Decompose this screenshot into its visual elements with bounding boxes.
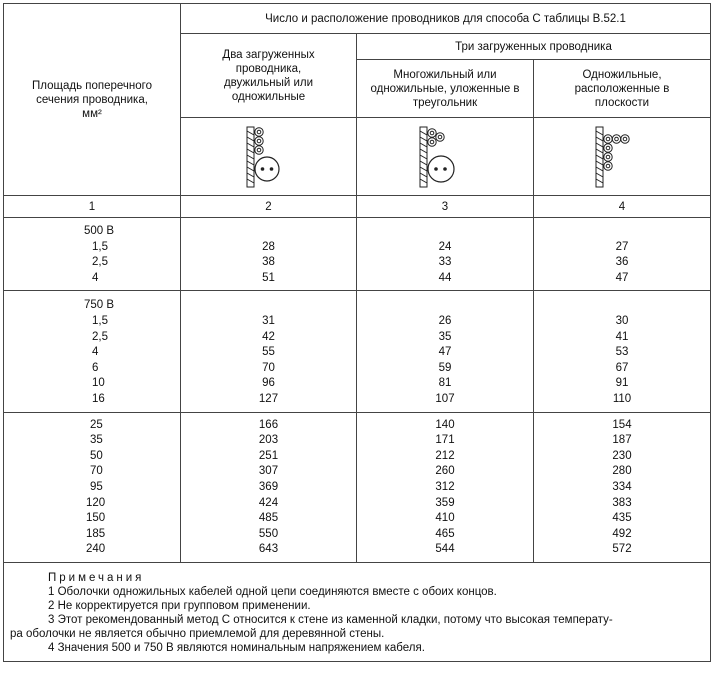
rating-value: 203 (258, 434, 279, 447)
rating-value: 230 (612, 449, 632, 462)
rating-value: 465 (435, 527, 455, 540)
size-value: 35 (90, 434, 103, 447)
col2-cell (181, 412, 357, 562)
rating-value: 171 (435, 434, 455, 447)
rating-value: 212 (435, 449, 455, 462)
size-cell (4, 412, 181, 562)
col3-cell (357, 218, 534, 291)
rating-value: 643 (258, 543, 279, 556)
note-3-line-1: 3 Этот рекомендованный метод С относится к стене из каменной кладки, потому что высокая температу- (48, 613, 613, 626)
rating-value: 110 (612, 392, 632, 405)
rating-value: 91 (615, 377, 629, 390)
group-large-sizes (4, 412, 711, 562)
size-value: 150 (86, 512, 106, 525)
rating-value: 383 (612, 496, 632, 509)
rating-value: 492 (612, 527, 632, 540)
three-loaded-header: Три загруженных проводника (357, 34, 711, 60)
rating-value: 96 (262, 377, 275, 390)
column-number: 2 (181, 196, 357, 218)
note-4: 4 Значения 500 и 750 В являются номинальным напряжением кабеля. (48, 641, 425, 654)
size-cell (4, 291, 181, 412)
rating-value: 28 (262, 240, 275, 253)
voltage-label: 500 В (84, 225, 115, 237)
col3-cell (357, 412, 534, 562)
rating-value: 44 (438, 271, 452, 284)
trefoil-cable-icon (410, 125, 480, 189)
rating-value: 187 (612, 434, 632, 447)
rating-value: 485 (258, 512, 279, 525)
column-number: 4 (534, 196, 711, 218)
col4-cell (534, 412, 711, 562)
rating-value: 140 (435, 418, 455, 431)
rating-value: 312 (435, 480, 455, 493)
multicore-text: Многожильный или одножильные, уложенные в треугольник (370, 68, 520, 109)
size-value: 16 (92, 392, 105, 405)
rating-value: 435 (612, 512, 632, 525)
size-value: 1,5 (92, 240, 108, 253)
rating-value: 359 (435, 496, 455, 509)
method-title: Число и расположение проводников для способа С таблицы В.52.1 (181, 4, 711, 34)
size-value: 2,5 (92, 330, 108, 343)
rating-value: 81 (438, 377, 452, 390)
singlecore-text: Одножильные, расположенные в плоскости (574, 68, 670, 109)
rating-value: 334 (612, 480, 632, 493)
note-2: 2 Не корректируется при групповом применении. (48, 599, 311, 612)
size-cell (4, 218, 181, 291)
size-value: 50 (90, 449, 103, 462)
size-value: 120 (86, 496, 106, 509)
col2-cell (181, 291, 357, 412)
rating-value: 47 (615, 271, 629, 284)
size-value: 95 (90, 480, 103, 493)
notes-row (4, 562, 711, 661)
flat-cable-icon (592, 125, 652, 189)
size-value: 4 (92, 346, 99, 359)
rating-value: 70 (262, 361, 275, 374)
area-column-header (4, 4, 181, 196)
column-number: 1 (4, 196, 181, 218)
singlecore-diagram (534, 118, 711, 196)
rating-value: 55 (262, 346, 275, 359)
size-value: 240 (86, 543, 106, 556)
two-loaded-text: Два загруженных проводника, двужильный или одножильные (222, 48, 315, 103)
column-number: 3 (357, 196, 534, 218)
rating-value: 107 (435, 392, 455, 405)
notes-title: Примечания (48, 571, 145, 584)
notes-block (4, 562, 711, 661)
rating-value: 369 (258, 480, 279, 493)
rating-value: 26 (438, 314, 452, 327)
two-loaded-diagram (181, 118, 357, 196)
rating-value: 47 (438, 346, 452, 359)
rating-value: 42 (262, 330, 275, 343)
rating-value: 51 (262, 271, 275, 284)
note-1: 1 Оболочки одножильных кабелей одной цепи соединяются вместе с обоих концов. (48, 585, 497, 598)
rating-value: 31 (262, 314, 275, 327)
rating-value: 544 (435, 543, 455, 556)
group-500v (4, 218, 711, 291)
rating-value: 307 (258, 465, 279, 478)
two-loaded-header (181, 34, 357, 118)
size-value: 70 (90, 465, 103, 478)
col2-cell (181, 218, 357, 291)
rating-value: 280 (612, 465, 632, 478)
rating-value: 33 (438, 256, 452, 269)
area-header-text: Площадь поперечного сечения проводника, мм² (32, 79, 152, 120)
size-value: 1,5 (92, 314, 108, 327)
wall-mounted-cable-icon (239, 125, 299, 189)
note-3-line-2: ра оболочки не является обычно приемлемой для деревянной стены. (10, 627, 385, 640)
multicore-diagram (357, 118, 534, 196)
rating-value: 30 (615, 314, 629, 327)
rating-value: 38 (262, 256, 275, 269)
rating-value: 424 (258, 496, 279, 509)
rating-value: 53 (615, 346, 629, 359)
size-value: 4 (92, 271, 99, 284)
size-value: 2,5 (92, 256, 108, 269)
rating-value: 67 (615, 361, 629, 374)
voltage-label: 750 В (84, 299, 115, 312)
rating-value: 251 (258, 449, 279, 462)
col3-cell (357, 291, 534, 412)
rating-value: 35 (438, 330, 452, 343)
rating-value: 260 (435, 465, 455, 478)
current-rating-table (3, 3, 711, 662)
size-value: 25 (90, 418, 103, 431)
column-number-row (4, 196, 711, 218)
size-value: 6 (92, 361, 99, 374)
rating-value: 127 (258, 392, 279, 405)
group-750v (4, 291, 711, 412)
col4-cell (534, 218, 711, 291)
rating-value: 410 (435, 512, 455, 525)
rating-value: 572 (612, 543, 632, 556)
rating-value: 166 (258, 418, 279, 431)
singlecore-header (534, 60, 711, 118)
col4-cell (534, 291, 711, 412)
size-value: 185 (86, 527, 106, 540)
size-value: 10 (92, 377, 105, 390)
rating-value: 41 (615, 330, 629, 343)
rating-value: 154 (612, 418, 632, 431)
rating-value: 36 (615, 256, 629, 269)
rating-value: 27 (615, 240, 629, 253)
rating-value: 24 (438, 240, 452, 253)
rating-value: 59 (438, 361, 452, 374)
multicore-header (357, 60, 534, 118)
rating-value: 550 (258, 527, 279, 540)
